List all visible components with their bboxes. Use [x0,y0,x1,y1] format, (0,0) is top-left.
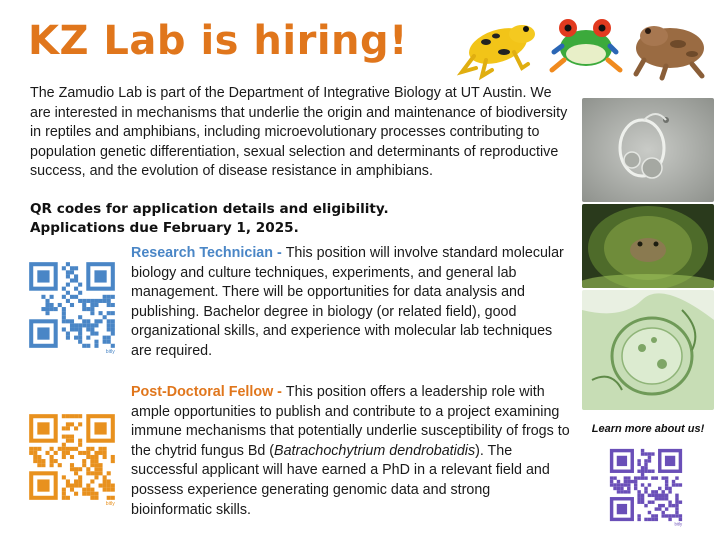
learn-more-label: Learn more about us! [591,423,705,435]
job-research-technician [131,244,571,362]
tree-frog-icon [552,19,620,70]
page-title: KZ Lab is hiring! [28,18,408,64]
histology-photo [582,290,714,410]
microscopy-photo-zoospore [582,98,714,202]
job-description-postdoc: This position offers a leadership role with ample opportunities to publish and contribute to a project examining immune mechanisms that potentially underlie susceptibility of frogs to the chytrid fungus Bd ( [131,384,570,459]
research-technician-qr-code[interactable] [21,254,123,356]
toad-icon [636,26,704,78]
job-description-research-technician: This position will involve standard molecular biology and culture techniques, experiments, and general lab management. There will be opportunities for data analysis and publishing. Bachelor degree in biology (or related field), good organizational skills, and experience with molecular lab techniques are required. [131,245,564,359]
postdoc-qr-code[interactable] [21,406,123,508]
job-title-research-technician: Research Technician - [131,245,286,261]
species-name: Batrachochytrium dendrobatidis [274,442,476,459]
bitly-tag: bitly [105,500,115,507]
job-title-postdoc: Post-Doctoral Fellow - [131,384,286,400]
yellow-frog-icon [462,22,535,76]
application-deadline: Applications due February 1, 2025. [30,220,299,236]
bitly-tag: bitly [105,348,115,355]
job-description-postdoc-end: ). The successful applicant will have earned a PhD in a relevant field and possess experience generating genomic data and strong bioinformatic skills. [131,442,550,518]
bitly-tag: bitly [674,521,683,527]
frog-illustrations [456,6,714,82]
application-note-line-1: QR codes for application details and eligibility. [30,201,389,217]
lab-website-qr-code[interactable] [603,442,689,528]
lab-description: The Zamudio Lab is part of the Department of Integrative Biology at UT Austin. We are interested in mechanisms that underlie the origin and maintenance of biodiversity in reptiles and amphibians, including microevolutionary processes contributing to population genetic differentiation, sexual selection and determinants of reproductive success, and the evolution of disease resistance in amphibians. [30,85,568,179]
application-note [30,200,570,238]
job-postdoc [131,383,571,520]
frog-in-tube-photo [582,204,714,288]
